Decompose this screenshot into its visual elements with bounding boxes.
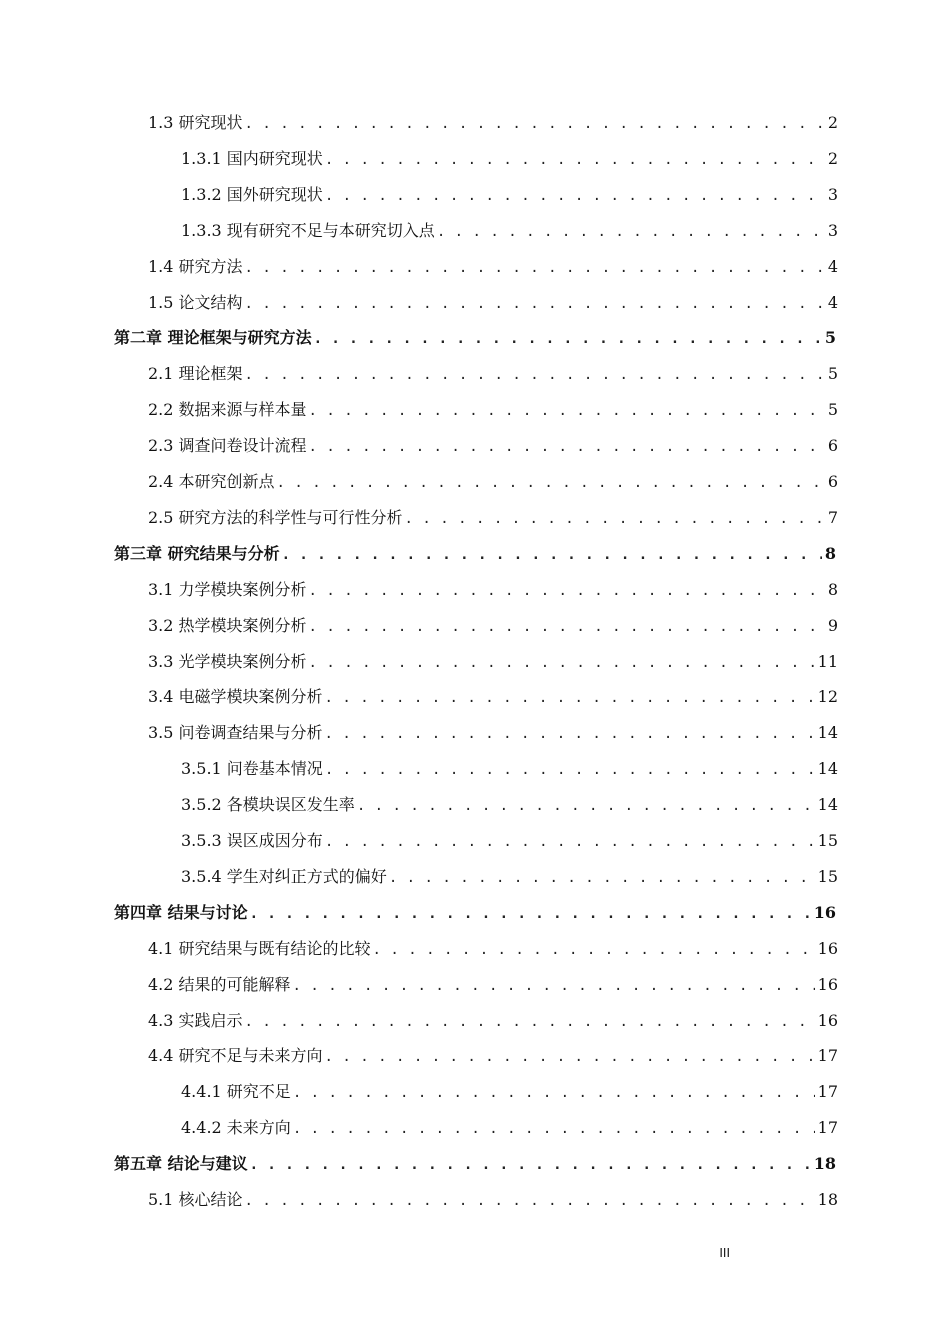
toc-dot-leader [325,683,815,713]
toc-entry-page: 18 [817,1190,838,1209]
toc-dot-leader [245,289,825,319]
toc-entry-page: 18 [813,1154,836,1174]
toc-entry-title: 1.3 研究现状 [148,113,243,132]
toc-entry[interactable] [181,826,838,856]
toc-entry-title: 第三章 研究结果与分析 [114,543,280,563]
toc-entry-title: 1.3.3 现有研究不足与本研究切入点 [181,220,435,240]
toc-entry[interactable] [148,934,838,964]
toc-entry[interactable] [148,1041,838,1071]
toc-dot-leader [277,468,825,498]
toc-entry-page: 6 [827,436,838,456]
toc-dot-leader [325,145,825,175]
toc-dot-leader [437,217,825,247]
toc-entry[interactable] [148,718,838,748]
toc-dot-leader [245,360,825,390]
toc-entry-title: 5.1 核心结论 [148,1190,243,1209]
toc-entry[interactable] [148,252,838,282]
toc-dot-leader [357,791,815,821]
toc-entry-title: 第五章 结论与建议 [114,1154,248,1174]
toc-chapter-entry[interactable] [114,539,836,569]
toc-entry-title: 第二章 理论框架与研究方法 [114,328,312,348]
toc-entry-page: 16 [817,938,838,958]
toc-entry-title: 3.5.4 学生对纠正方式的偏好 [181,866,387,886]
toc-entry-page: 3 [827,220,838,240]
toc-dot-leader [309,432,825,462]
toc-entry[interactable] [148,288,838,318]
page-number: III [719,1246,730,1260]
toc-entry[interactable] [181,862,838,892]
toc-dot-leader [309,396,825,426]
toc-dot-leader [325,1042,815,1072]
toc-dot-leader [245,1186,815,1216]
toc-dot-leader [325,719,815,749]
toc-dot-leader [250,899,811,929]
toc-entry[interactable] [148,647,838,677]
toc-dot-leader [314,324,822,354]
toc-entry-page: 17 [817,1118,838,1138]
toc-dot-leader [293,1114,815,1144]
toc-entry-title: 1.5 论文结构 [148,292,243,312]
toc-entry-page: 2 [827,113,838,132]
toc-dot-leader [282,540,822,570]
toc-entry[interactable] [181,754,838,784]
toc-entry-page: 7 [827,507,838,527]
toc-entry[interactable] [148,682,838,712]
toc-dot-leader [325,827,815,857]
toc-entry[interactable] [181,180,838,210]
toc-entry-page: 14 [817,795,838,815]
toc-entry-title: 3.3 光学模块案例分析 [148,651,307,671]
toc-entry[interactable] [148,611,838,641]
toc-dot-leader [325,755,815,785]
toc-entry[interactable] [148,970,838,1000]
toc-entry-page: 5 [827,364,838,384]
toc-entry-page: 2 [827,148,838,168]
toc-entry-page: 16 [817,974,838,994]
toc-entry-title: 4.2 结果的可能解释 [148,974,291,994]
toc-chapter-entry[interactable] [114,323,836,353]
toc-entry-title: 2.3 调查问卷设计流程 [148,436,307,456]
toc-entry-page: 16 [813,902,836,922]
toc-dot-leader [405,504,825,534]
toc-entry-title: 4.4.2 未来方向 [181,1118,291,1138]
toc-entry[interactable] [148,395,838,425]
toc-entry-title: 2.4 本研究创新点 [148,472,275,491]
toc-dot-leader [389,863,815,893]
toc-entry[interactable] [181,144,838,174]
toc-dot-leader [325,181,825,211]
toc-entry[interactable] [148,108,838,138]
toc-entry[interactable] [148,1185,838,1215]
toc-entry[interactable] [181,1113,838,1143]
toc-dot-leader [373,935,815,965]
toc-entry-page: 17 [817,1082,838,1102]
toc-entry-title: 3.5.3 误区成因分布 [181,831,323,850]
toc-entry-title: 2.1 理论框架 [148,364,243,384]
toc-entry-page: 11 [817,651,838,671]
toc-chapter-entry[interactable] [114,898,836,928]
toc-entry-page: 3 [827,184,838,204]
toc-entry-title: 2.2 数据来源与样本量 [148,400,307,420]
toc-entry[interactable] [181,216,838,246]
toc-entry-title: 2.5 研究方法的科学性与可行性分析 [148,507,403,527]
toc-entry-page: 4 [827,256,838,276]
toc-entry-title: 3.4 电磁学模块案例分析 [148,687,323,707]
toc-dot-leader [245,1007,815,1037]
toc-entry[interactable] [148,359,838,389]
toc-entry[interactable] [181,1077,838,1107]
toc-entry-title: 3.1 力学模块案例分析 [148,579,307,599]
toc-entry[interactable] [181,790,838,820]
toc-dot-leader [309,612,825,642]
toc-entry-page: 9 [827,615,838,635]
toc-entry-page: 5 [824,328,836,348]
toc-entry-title: 1.4 研究方法 [148,256,243,276]
toc-entry-title: 4.4 研究不足与未来方向 [148,1046,323,1066]
toc-entry-title: 4.4.1 研究不足 [181,1082,291,1102]
toc-entry[interactable] [148,1006,838,1036]
toc-dot-leader [309,576,825,606]
toc-entry-title: 第四章 结果与讨论 [114,902,248,922]
toc-entry-title: 3.2 热学模块案例分析 [148,615,307,635]
toc-entry-title: 1.3.1 国内研究现状 [181,148,323,168]
toc-entry[interactable] [148,503,838,533]
toc-entry-title: 1.3.2 国外研究现状 [181,184,323,204]
toc-entry-title: 3.5 问卷调查结果与分析 [148,723,323,743]
toc-entry-title: 4.1 研究结果与既有结论的比较 [148,938,371,958]
toc-entry[interactable] [148,431,838,461]
toc-entry-page: 17 [817,1046,838,1066]
toc-entry-page: 4 [827,292,838,312]
toc-dot-leader [245,253,825,283]
toc-entry-title: 3.5.1 问卷基本情况 [181,759,323,779]
toc-entry-page: 15 [817,831,838,850]
toc-dot-leader [250,1150,811,1180]
toc-entry-title: 3.5.2 各模块误区发生率 [181,795,355,815]
toc-entry-page: 15 [817,866,838,886]
toc-entry[interactable] [148,467,838,497]
toc-entry-page: 12 [817,687,838,707]
toc-dot-leader [245,109,825,139]
toc-entry-title: 4.3 实践启示 [148,1010,243,1030]
toc-entry-page: 8 [827,579,838,599]
toc-entry-page: 14 [817,723,838,743]
toc-entry[interactable] [148,575,838,605]
toc-entry-page: 14 [817,759,838,779]
toc-entry-page: 8 [824,543,836,563]
toc-chapter-entry[interactable] [114,1149,836,1179]
toc-entry-page: 6 [827,472,838,491]
toc-entry-page: 16 [817,1010,838,1030]
toc-dot-leader [293,971,815,1001]
toc-dot-leader [309,648,815,678]
toc-dot-leader [293,1078,815,1108]
toc-entry-page: 5 [827,400,838,420]
